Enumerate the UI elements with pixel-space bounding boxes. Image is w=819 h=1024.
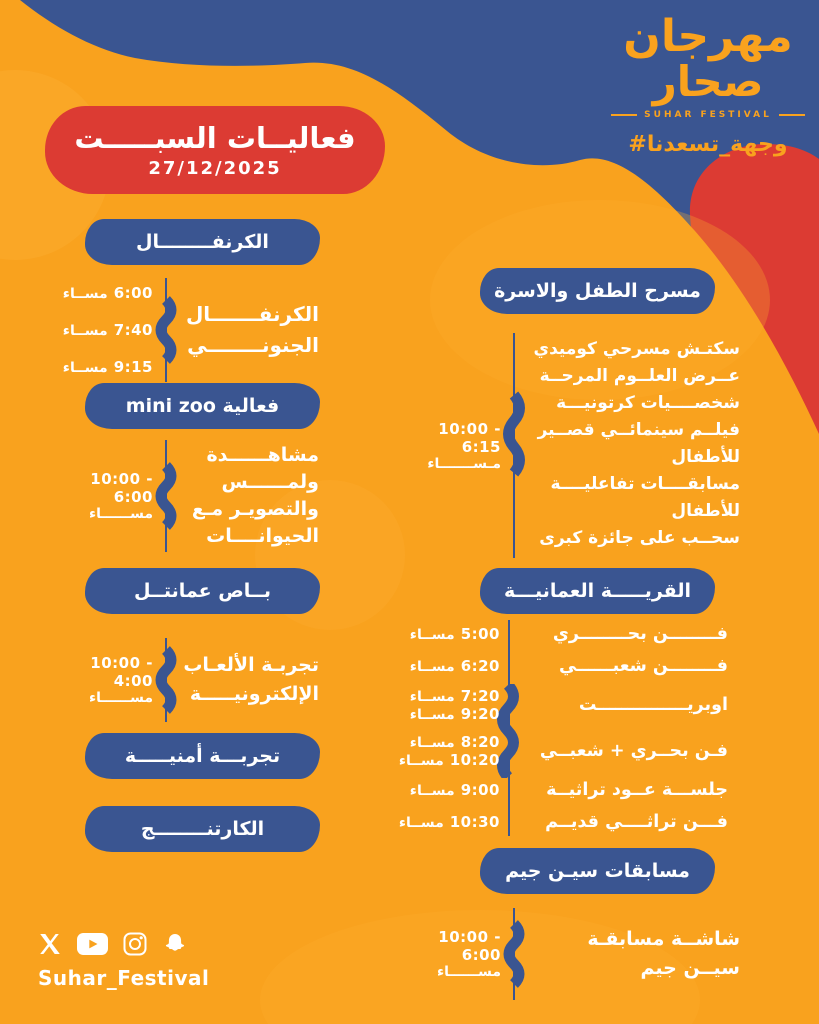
- section-header-label: فعالية mini zoo: [125, 395, 280, 417]
- row-time: [405, 781, 500, 799]
- village-schedule: [398, 618, 750, 838]
- section-header-label: الكرنفــــــــال: [136, 231, 269, 253]
- time-value: 10:20: [449, 751, 500, 769]
- theater-time: [413, 333, 501, 558]
- time-suffix: مســاء: [62, 360, 108, 376]
- logo-word-festival: مهرجان: [623, 11, 793, 62]
- festival-logo: [606, 11, 810, 157]
- section-header-label: تجربـــة أمنيـــــة: [124, 745, 281, 767]
- social-handle: Suhar_Festival: [38, 966, 210, 990]
- subtitle-left-line: [611, 114, 637, 116]
- event-line: شاشــة مسابقـة سيــن جيم: [587, 928, 740, 979]
- time-suffix: مـســـــــاء: [427, 455, 501, 472]
- time-suffix: مســــــاء: [88, 690, 153, 706]
- subtitle-right-line: [779, 114, 805, 116]
- youtube-icon[interactable]: [77, 933, 108, 955]
- list-item: سكتـش مسرحي كوميدي: [533, 339, 740, 359]
- time-value: 6:20: [460, 657, 500, 675]
- time-suffix: مســاء: [409, 783, 455, 799]
- time-bracket-icon: [153, 278, 179, 382]
- row-time: [398, 813, 500, 831]
- festival-hashtag: #وجهة_تسعدنا: [628, 132, 788, 157]
- time-value: 9:15: [113, 358, 153, 376]
- row-event: فـــن تراثــــي قديــم: [545, 812, 728, 832]
- table-row: [398, 728, 750, 774]
- time-range: 10:00 - 6:00: [438, 928, 501, 964]
- section-header-seen-jeem: [480, 848, 715, 894]
- section-header-label: الكارتنــــــــج: [140, 818, 265, 840]
- time-range: 10:00 - 4:00: [90, 654, 153, 690]
- row-event: فــــــــن بحــــــــري: [552, 624, 728, 644]
- theater-events-list: [527, 333, 750, 558]
- time-bracket-icon: [501, 908, 527, 1000]
- event-line: مشاهــــــدة: [206, 444, 319, 466]
- event-line: الإلكترونيـــــة: [189, 683, 319, 705]
- theater-schedule: [413, 333, 750, 558]
- time-bracket-icon: [501, 333, 527, 558]
- row-time: [405, 687, 500, 723]
- instagram-icon[interactable]: [123, 932, 147, 956]
- list-item: سحــب على جائزة كبرى: [539, 528, 740, 548]
- seen-jeem-schedule: [413, 908, 750, 1000]
- time-range: 10:00 - 6:15: [438, 419, 501, 456]
- table-row: [405, 682, 750, 728]
- logo-subtitle: SUHAR FESTIVAL: [644, 110, 772, 120]
- table-row: [405, 774, 750, 806]
- time-row: [63, 321, 153, 339]
- section-header-karting: [85, 806, 320, 852]
- row-event: جلســـة عــود تراثيــة: [546, 780, 728, 800]
- time-range: 10:00 - 6:00: [90, 470, 153, 506]
- event-line: الحيوانــــات: [206, 525, 319, 547]
- event-line: والتصويـر مـع: [191, 498, 319, 520]
- page-title: فعاليــات السبـــــت: [74, 121, 356, 155]
- time-bracket-icon: [153, 440, 179, 552]
- section-header-label: بــاص عمانتــل: [133, 580, 272, 602]
- time-value: 7:40: [113, 321, 153, 339]
- time-suffix: مســاء: [409, 689, 455, 705]
- section-header-omani-village: [480, 568, 715, 614]
- event-line: ولمــــــس: [221, 471, 319, 493]
- row-event: فـن بحــري + شعبــي: [539, 741, 728, 761]
- row-event: اوبريـــــــــــــــت: [578, 695, 728, 715]
- time-suffix: مســاء: [409, 627, 455, 643]
- list-item: مسابقــــات تفاعليــــة للأطفال: [550, 474, 740, 521]
- row-time: [398, 733, 500, 769]
- time-suffix: مســاء: [62, 323, 108, 339]
- section-header-family-theater: [480, 268, 715, 314]
- row-time: [405, 625, 500, 643]
- list-item: عــرض العلــوم المرحــة: [539, 366, 740, 386]
- row-event: فــــــــن شعبــــــي: [559, 656, 728, 676]
- time-row: [63, 284, 153, 302]
- section-header-security-experience: [85, 733, 320, 779]
- omantel-time: [55, 638, 153, 722]
- time-suffix: مســــــاء: [88, 506, 153, 522]
- list-item: شخصــــيات كرتونيـــة: [556, 393, 740, 413]
- omantel-event: [179, 638, 327, 722]
- event-date: 27/12/2025: [148, 158, 282, 179]
- section-header-label: مسابقات سيـن جيم: [505, 860, 690, 882]
- time-value: 6:00: [113, 284, 153, 302]
- time-suffix: مســــــاء: [436, 964, 501, 980]
- time-value: 5:00: [460, 625, 500, 643]
- time-suffix: مســاء: [398, 815, 444, 831]
- time-value: 8:20: [460, 733, 500, 751]
- time-value: 7:20: [460, 687, 500, 705]
- time-value: 9:00: [460, 781, 500, 799]
- time-value: 10:30: [449, 813, 500, 831]
- section-header-mini-zoo: [85, 383, 320, 429]
- table-row: [405, 618, 750, 650]
- time-value: 9:20: [460, 705, 500, 723]
- carnival-schedule: [55, 278, 327, 382]
- time-suffix: مســاء: [409, 707, 455, 723]
- event-line: تجربـة الألعـاب: [183, 654, 319, 676]
- time-bracket-icon: [153, 638, 179, 722]
- section-header-label: مسرح الطفل والاسرة: [494, 280, 701, 302]
- seen-jeem-event: [527, 908, 750, 1000]
- mini-zoo-schedule: [55, 440, 327, 552]
- table-row: [405, 650, 750, 682]
- logo-subtitle-row: [606, 110, 810, 120]
- x-icon[interactable]: [38, 932, 62, 956]
- seen-jeem-time: [413, 908, 501, 1000]
- carnival-event: [179, 278, 327, 382]
- social-icons-row: [38, 931, 188, 957]
- row-time: [405, 657, 500, 675]
- village-rows: [398, 618, 750, 838]
- omantel-schedule: [55, 638, 327, 722]
- mini-zoo-time: [55, 440, 153, 552]
- mini-zoo-event: [179, 440, 327, 552]
- section-header-omantel-bus: [85, 568, 320, 614]
- snapchat-icon[interactable]: [162, 931, 188, 957]
- time-suffix: مســاء: [62, 286, 108, 302]
- time-suffix: مســاء: [409, 735, 455, 751]
- section-header-label: القريـــــة العمانيـــة: [503, 580, 692, 602]
- table-row: [398, 806, 750, 838]
- event-line: الكرنفـــــــال: [185, 302, 319, 326]
- time-row: [63, 358, 153, 376]
- event-line: الجنونــــــــي: [187, 333, 319, 357]
- time-suffix: مســاء: [398, 753, 444, 769]
- list-item: فيلــم سينمائــي قصــير للأطفال: [537, 420, 740, 467]
- time-suffix: مســاء: [409, 659, 455, 675]
- carnival-times: [55, 278, 153, 382]
- section-header-carnival: [85, 219, 320, 265]
- title-banner: [45, 106, 385, 194]
- logo-word-suhar: صحار: [652, 57, 764, 106]
